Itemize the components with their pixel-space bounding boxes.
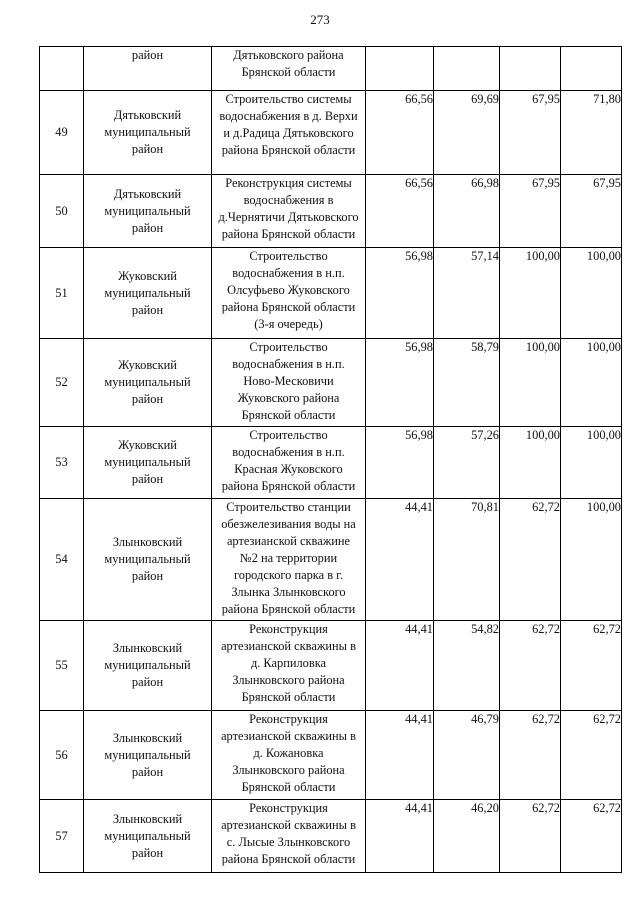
value-cell: 66,56: [366, 91, 434, 175]
value-cell: 44,41: [366, 800, 434, 873]
value-cell: 56,98: [366, 248, 434, 339]
district-cell: Жуковский муниципальный район: [84, 339, 212, 427]
value-cell: 62,72: [500, 800, 561, 873]
table-row: [40, 91, 622, 175]
table-row: [40, 800, 622, 873]
district-cell: Дятьковский муниципальный район: [84, 91, 212, 175]
table-row: [40, 339, 622, 427]
project-cell: Реконструкция артезианской скважины в с. Лысые Злынковского района Брянской области: [212, 800, 366, 873]
value-cell: 67,95: [500, 175, 561, 248]
value-cell: 56,98: [366, 427, 434, 499]
project-cell: Строительство водоснабжения в н.п. Красная Жуковского района Брянской области: [212, 427, 366, 499]
value-cell: 66,56: [366, 175, 434, 248]
project-cell: Реконструкция системы водоснабжения в д.Чернятичи Дятьковского района Брянской области: [212, 175, 366, 248]
district-cell: Злынковский муниципальный район: [84, 621, 212, 711]
row-number: [40, 47, 84, 91]
value-cell: [561, 47, 622, 91]
value-cell: 62,72: [500, 499, 561, 621]
table-row: [40, 499, 622, 621]
value-cell: 100,00: [500, 427, 561, 499]
project-cell: Дятьковского района Брянской области: [212, 47, 366, 91]
value-cell: 69,69: [434, 91, 500, 175]
row-number: 57: [40, 800, 84, 873]
value-cell: 62,72: [500, 711, 561, 800]
value-cell: 58,79: [434, 339, 500, 427]
project-cell: Строительство системы водоснабжения в д. Верхи и д.Радица Дятьковского района Брянской области: [212, 91, 366, 175]
data-table: [39, 46, 622, 873]
value-cell: 100,00: [561, 339, 622, 427]
value-cell: 100,00: [561, 248, 622, 339]
row-number: 51: [40, 248, 84, 339]
row-number: 49: [40, 91, 84, 175]
table-row: [40, 427, 622, 499]
page-number: 273: [310, 12, 330, 27]
value-cell: 57,14: [434, 248, 500, 339]
value-cell: 44,41: [366, 711, 434, 800]
value-cell: 57,26: [434, 427, 500, 499]
district-cell: Жуковский муниципальный район: [84, 248, 212, 339]
value-cell: 46,79: [434, 711, 500, 800]
value-cell: 100,00: [500, 339, 561, 427]
row-number: 55: [40, 621, 84, 711]
value-cell: 62,72: [561, 800, 622, 873]
value-cell: 66,98: [434, 175, 500, 248]
project-cell: Строительство станции обезжелезивания воды на артезианской скважине №2 на территории городского парка в г. Злынка Злынковского района Брянской области: [212, 499, 366, 621]
table-row: [40, 621, 622, 711]
value-cell: 100,00: [500, 248, 561, 339]
value-cell: 56,98: [366, 339, 434, 427]
district-cell: Злынковский муниципальный район: [84, 800, 212, 873]
value-cell: 62,72: [561, 621, 622, 711]
project-cell: Строительство водоснабжения в н.п. Ново-Месковичи Жуковского района Брянской области: [212, 339, 366, 427]
table-row: [40, 248, 622, 339]
value-cell: 67,95: [500, 91, 561, 175]
row-number: 53: [40, 427, 84, 499]
table-row: [40, 175, 622, 248]
value-cell: 44,41: [366, 621, 434, 711]
value-cell: 71,80: [561, 91, 622, 175]
value-cell: 70,81: [434, 499, 500, 621]
value-cell: 100,00: [561, 499, 622, 621]
value-cell: 54,82: [434, 621, 500, 711]
row-number: 50: [40, 175, 84, 248]
project-cell: Реконструкция артезианской скважины в д. Карпиловка Злынковского района Брянской области: [212, 621, 366, 711]
value-cell: 62,72: [561, 711, 622, 800]
row-number: 52: [40, 339, 84, 427]
value-cell: [434, 47, 500, 91]
district-cell: Злынковский муниципальный район: [84, 499, 212, 621]
value-cell: 62,72: [500, 621, 561, 711]
table-row: [40, 47, 622, 91]
value-cell: 67,95: [561, 175, 622, 248]
value-cell: [500, 47, 561, 91]
project-cell: Реконструкция артезианской скважины в д. Кожановка Злынковского района Брянской области: [212, 711, 366, 800]
table-row: [40, 711, 622, 800]
district-cell: район: [84, 47, 212, 91]
value-cell: 100,00: [561, 427, 622, 499]
value-cell: 46,20: [434, 800, 500, 873]
row-number: 56: [40, 711, 84, 800]
value-cell: 44,41: [366, 499, 434, 621]
district-cell: Злынковский муниципальный район: [84, 711, 212, 800]
district-cell: Жуковский муниципальный район: [84, 427, 212, 499]
value-cell: [366, 47, 434, 91]
row-number: 54: [40, 499, 84, 621]
district-cell: Дятьковский муниципальный район: [84, 175, 212, 248]
project-cell: Строительство водоснабжения в н.п. Олсуфьево Жуковского района Брянской области (3-я очередь): [212, 248, 366, 339]
